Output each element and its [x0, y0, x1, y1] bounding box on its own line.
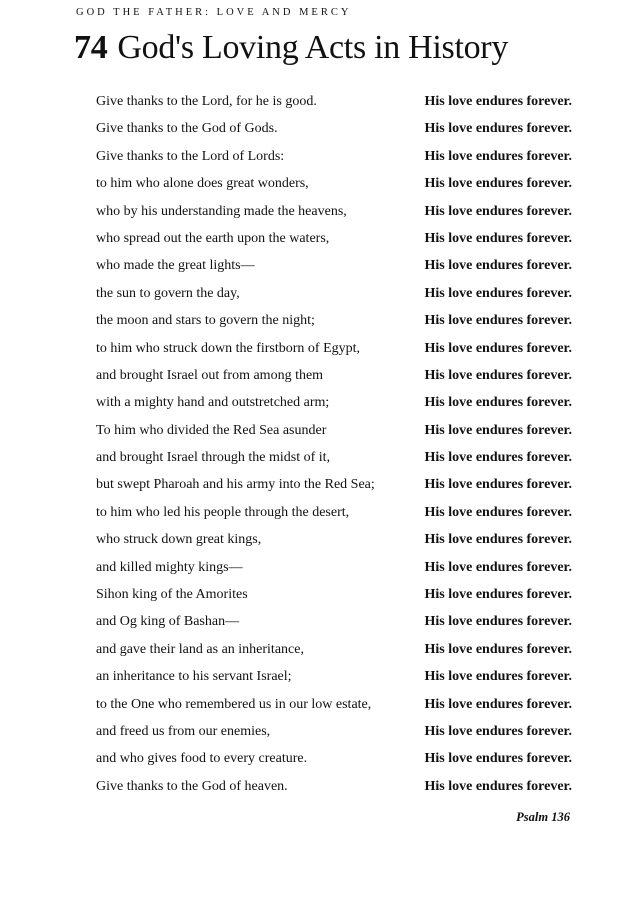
verse-call: the moon and stars to govern the night;: [96, 313, 315, 329]
verse-response: His love endures forever.: [424, 203, 572, 219]
verse-line: [96, 444, 572, 471]
verse-line: [96, 471, 572, 498]
verse-line: [96, 335, 572, 362]
verse-response: His love endures forever.: [424, 669, 572, 685]
verse-response: His love endures forever.: [424, 258, 572, 274]
verse-line: [96, 554, 572, 581]
verse-line: [96, 88, 572, 115]
verse-call: Give thanks to the Lord of Lords:: [96, 148, 285, 164]
verse-call: who spread out the earth upon the waters,: [96, 230, 330, 246]
verse-call: and Og king of Bashan—: [96, 614, 240, 630]
verse-response: His love endures forever.: [424, 313, 572, 329]
verse-line: [96, 581, 572, 608]
verse-line: [96, 417, 572, 444]
verse-line: [96, 170, 572, 197]
verse-response: His love endures forever.: [424, 477, 572, 493]
verse-line: [96, 608, 572, 635]
verse-call: but swept Pharoah and his army into the Red Sea;: [96, 477, 375, 493]
verse-call: Give thanks to the God of Gods.: [96, 121, 278, 137]
verse-response: His love endures forever.: [424, 422, 572, 438]
verse-response: His love endures forever.: [424, 340, 572, 356]
verse-call: with a mighty hand and outstretched arm;: [96, 395, 330, 411]
verse-line: [96, 225, 572, 252]
verse-response: His love endures forever.: [424, 641, 572, 657]
verse-line: [96, 663, 572, 690]
verse-line: [96, 198, 572, 225]
verse-call: Give thanks to the God of heaven.: [96, 778, 288, 794]
verse-call: who struck down great kings,: [96, 532, 262, 548]
verse-call: an inheritance to his servant Israel;: [96, 669, 292, 685]
verse-line: [96, 143, 572, 170]
psalm-text: [96, 88, 572, 800]
section-header: GOD THE FATHER: LOVE AND MERCY: [76, 7, 352, 18]
verse-call: and gave their land as an inheritance,: [96, 641, 304, 657]
verse-line: [96, 252, 572, 279]
verse-call: and brought Israel through the midst of it,: [96, 450, 331, 466]
verse-response: His love endures forever.: [424, 450, 572, 466]
verse-line: [96, 280, 572, 307]
verse-response: His love endures forever.: [424, 94, 572, 109]
verse-response: His love endures forever.: [424, 559, 572, 575]
verse-call: the sun to govern the day,: [96, 285, 240, 301]
verse-call: and who gives food to every creature.: [96, 751, 308, 767]
verse-line: [96, 691, 572, 718]
verse-call: to him who led his people through the desert,: [96, 504, 350, 520]
song-title: God's Loving Acts in History: [117, 29, 509, 66]
verse-line: [96, 362, 572, 389]
verse-response: His love endures forever.: [424, 778, 572, 794]
verse-line: [96, 499, 572, 526]
verse-response: His love endures forever.: [424, 614, 572, 630]
verse-call: Give thanks to the Lord, for he is good.: [96, 94, 317, 109]
verse-response: His love endures forever.: [424, 723, 572, 739]
verse-line: [96, 636, 572, 663]
verse-call: Sihon king of the Amorites: [96, 587, 248, 603]
verse-response: His love endures forever.: [424, 696, 572, 712]
page-title: [74, 28, 508, 68]
verse-call: to the One who remembered us in our low estate,: [96, 696, 372, 712]
verse-call: and brought Israel out from among them: [96, 367, 324, 383]
verse-call: who by his understanding made the heavens,: [96, 203, 347, 219]
scripture-citation: Psalm 136: [516, 810, 570, 824]
verse-response: His love endures forever.: [424, 285, 572, 301]
verse-response: His love endures forever.: [424, 230, 572, 246]
verse-line: [96, 115, 572, 142]
verse-response: His love endures forever.: [424, 367, 572, 383]
verse-call: who made the great lights—: [96, 258, 255, 274]
verse-response: His love endures forever.: [424, 751, 572, 767]
verse-line: [96, 773, 572, 800]
verse-line: [96, 718, 572, 745]
verse-response: His love endures forever.: [424, 395, 572, 411]
verse-response: His love endures forever.: [424, 504, 572, 520]
verse-call: To him who divided the Red Sea asunder: [96, 422, 327, 438]
verse-call: and killed mighty kings—: [96, 559, 243, 575]
verse-call: to him who struck down the firstborn of Egypt,: [96, 340, 361, 356]
song-number: 74: [74, 29, 108, 66]
verse-response: His love endures forever.: [424, 121, 572, 137]
verse-call: to him who alone does great wonders,: [96, 176, 309, 192]
verse-line: [96, 307, 572, 334]
verse-response: His love endures forever.: [424, 176, 572, 192]
verse-line: [96, 389, 572, 416]
verse-line: [96, 745, 572, 772]
verse-response: His love endures forever.: [424, 148, 572, 164]
verse-call: and freed us from our enemies,: [96, 723, 271, 739]
verse-response: His love endures forever.: [424, 532, 572, 548]
verse-line: [96, 526, 572, 553]
verse-response: His love endures forever.: [424, 587, 572, 603]
